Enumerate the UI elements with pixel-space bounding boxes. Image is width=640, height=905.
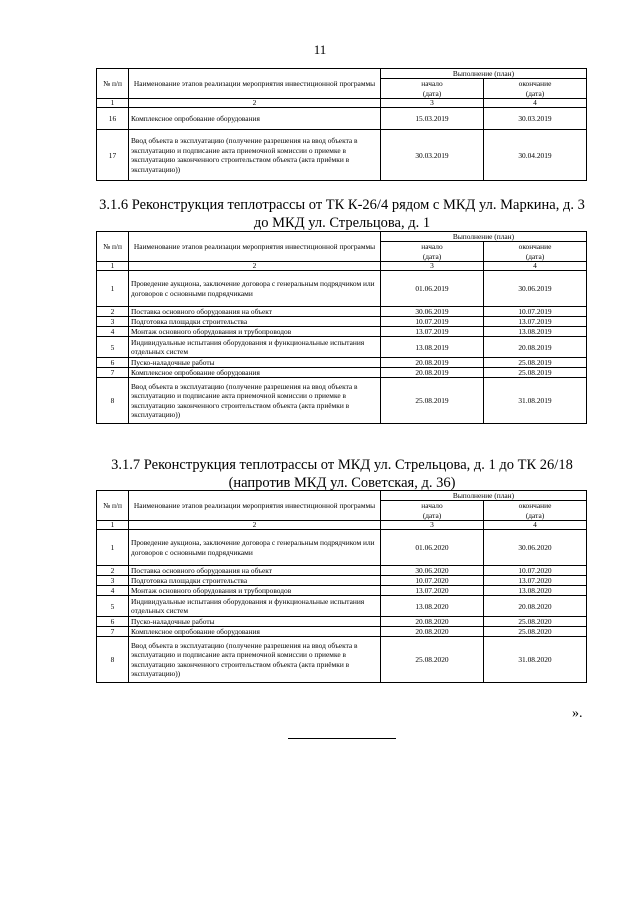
column-index-row: 1 2 3 4 (97, 99, 587, 108)
header-name: Наименование этапов реализации мероприятия инвестиционной программы (129, 491, 381, 521)
table-row: 1 Проведение аукциона, заключение договора с генеральным подрядчиком или договоров с основными подрядчиками 01.06.2020 30.06.2020 (97, 530, 587, 566)
section-heading-3-1-6: 3.1.6 Реконструкция теплотрассы от ТК К-26/4 рядом с МКД ул. Маркина, д. 3 до МКД ул. Стрельцова, д. 1 (99, 197, 585, 231)
table-row: 2 Поставка основного оборудования на объект 30.06.2020 10.07.2020 (97, 566, 587, 576)
header-name: Наименование этапов реализации мероприятия инвестиционной программы (129, 69, 381, 99)
table-row: 4 Монтаж основного оборудования и трубопроводов 13.07.2019 13.08.2019 (97, 327, 587, 337)
footer-divider (288, 738, 396, 739)
stages-table-3-1-6 (96, 231, 587, 424)
header-num: № п/п (97, 232, 129, 262)
table-row: 2 Поставка основного оборудования на объект 30.06.2019 10.07.2019 (97, 307, 587, 317)
stages-table-1 (96, 68, 587, 181)
header-execution: Выполнение (план) (381, 69, 587, 79)
table-row: 7 Комплексное опробование оборудования 20.08.2020 25.08.2020 (97, 627, 587, 637)
table-row: 5 Индивидуальные испытания оборудования и функциональные испытания отдельных систем 13.08.2020 20.08.2020 (97, 596, 587, 617)
table-row: 3 Подготовка площадки строительства 10.07.2020 13.07.2020 (97, 576, 587, 586)
column-index-row: 1 2 3 4 (97, 521, 587, 530)
header-num: № п/п (97, 69, 129, 99)
header-execution: Выполнение (план) (381, 491, 587, 501)
stages-table-3-1-7 (96, 490, 587, 683)
table-row: 5 Индивидуальные испытания оборудования и функциональные испытания отдельных систем 13.08.2019 20.08.2019 (97, 337, 587, 358)
header-end: окончание (дата) (484, 501, 587, 521)
header-name: Наименование этапов реализации мероприятия инвестиционной программы (129, 232, 381, 262)
table-row: 3 Подготовка площадки строительства 10.07.2019 13.07.2019 (97, 317, 587, 327)
page-number: 11 (313, 42, 327, 57)
table-row: 8 Ввод объекта в эксплуатацию (получение разрешения на ввод объекта в эксплуатацию и подписание акта приемочной комиссии о приемке в эксплуатацию законченного строительством объекта (акта приёмки в эксплуатацию)) 25.08.2019 31.08.2019 (97, 378, 587, 424)
table-row: 6 Пуско-наладочные работы 20.08.2019 25.08.2019 (97, 358, 587, 368)
table-row: 7 Комплексное опробование оборудования 20.08.2019 25.08.2019 (97, 368, 587, 378)
header-start: начало (дата) (381, 79, 484, 99)
table-row: 8 Ввод объекта в эксплуатацию (получение разрешения на ввод объекта в эксплуатацию и подписание акта приемочной комиссии о приемке в эксплуатацию законченного строительством объекта (акта приёмки в эксплуатацию)) 25.08.2020 31.08.2020 (97, 637, 587, 683)
closing-quote-mark: ». (572, 706, 583, 721)
table-row: 6 Пуско-наладочные работы 20.08.2020 25.08.2020 (97, 617, 587, 627)
header-end: окончание (дата) (484, 242, 587, 262)
table-row: 17 Ввод объекта в эксплуатацию (получение разрешения на ввод объекта в эксплуатацию и подписание акта приемочной комиссии о приемке в эксплуатацию законченного строительством объекта (акта приёмки в эксплуатацию)) 30.03.2019 30.04.2019 (97, 130, 587, 181)
header-execution: Выполнение (план) (381, 232, 587, 242)
table-row: 16 Комплексное опробование оборудования 15.03.2019 30.03.2019 (97, 108, 587, 130)
table-row: 4 Монтаж основного оборудования и трубопроводов 13.07.2020 13.08.2020 (97, 586, 587, 596)
header-num: № п/п (97, 491, 129, 521)
section-heading-3-1-7: 3.1.7 Реконструкция теплотрассы от МКД ул. Стрельцова, д. 1 до ТК 26/18 (напротив МКД ул. Советская, д. 36) (111, 457, 573, 491)
table-row: 1 Проведение аукциона, заключение договора с генеральным подрядчиком или договоров с основными подрядчиками 01.06.2019 30.06.2019 (97, 271, 587, 307)
header-start: начало (дата) (381, 242, 484, 262)
header-start: начало (дата) (381, 501, 484, 521)
header-end: окончание (дата) (484, 79, 587, 99)
column-index-row: 1 2 3 4 (97, 262, 587, 271)
